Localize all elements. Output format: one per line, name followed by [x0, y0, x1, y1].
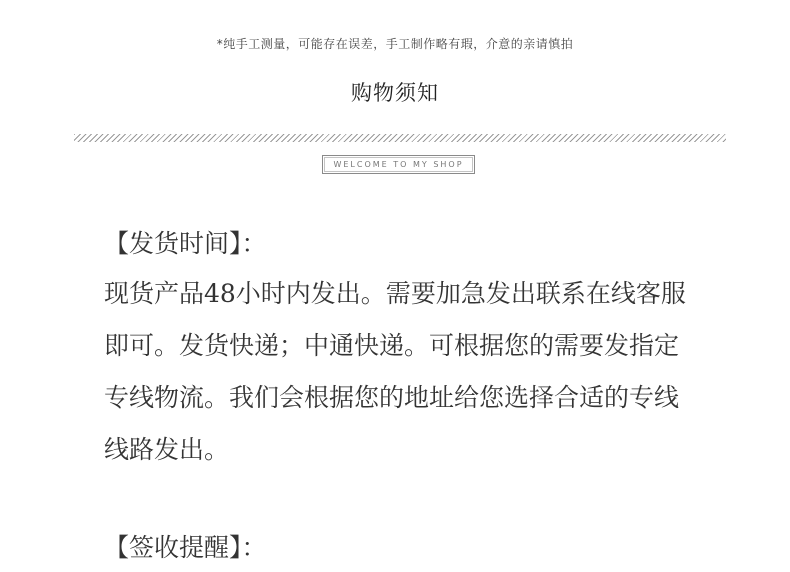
paragraph-line: 现货产品48小时内发出。需要加急发出联系在线客服 [104, 279, 686, 308]
measurement-notice: *纯手工测量，可能存在误差，手工制作略有瑕，介意的亲请慎拍 [216, 37, 574, 51]
shipping-time-paragraph [104, 268, 704, 476]
paragraph-line: 专线物流。我们会根据您的地址给您选择合适的专线 [104, 383, 680, 412]
page-title: 购物须知 [351, 81, 439, 105]
paragraph-line: 线路发出。 [104, 435, 230, 464]
paragraph-line: 即可。发货快递；中通快递。可根据您的需要发指定 [104, 331, 680, 360]
welcome-badge: WELCOME TO MY SHOP [322, 155, 475, 174]
hatched-divider [74, 134, 726, 142]
section-heading-delivery-reminder: 【签收提醒】： [104, 533, 267, 562]
section-heading-shipping-time: 【发货时间】： [104, 229, 267, 258]
